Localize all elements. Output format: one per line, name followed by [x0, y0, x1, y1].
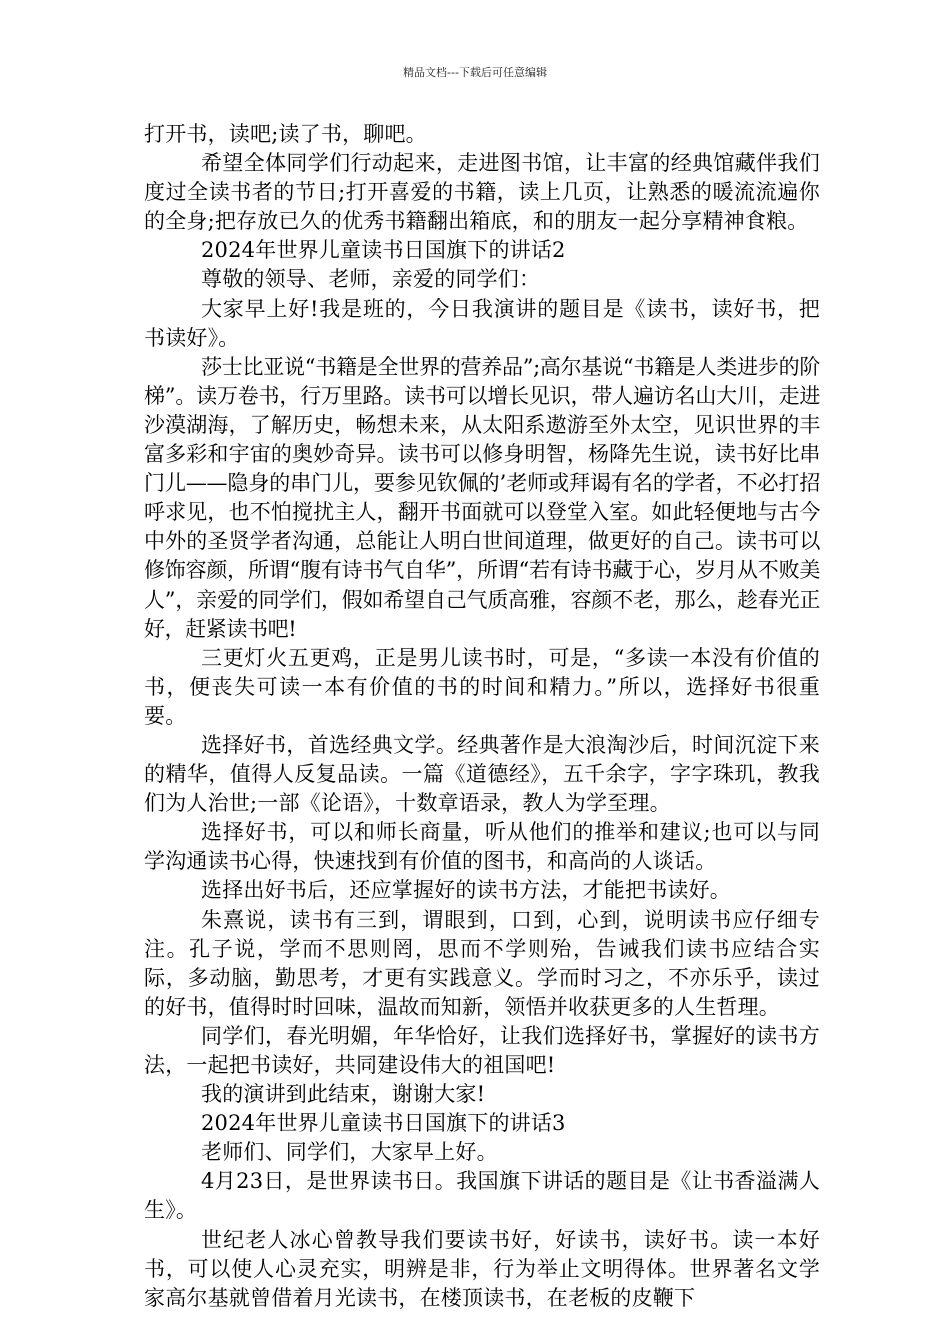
section-heading: 2024年世界儿童读书日国旗下的讲话3 [201, 1111, 566, 1136]
paragraph: 世纪老人冰心曾教导我们要读书好，好读书，读好书。读一本好书，可以使人心灵充实，明辨是非，行为举止文明得体。世界著名文学家高尔基就曾借着月光读书，在楼顶读书，在老板的皮鞭下 [144, 1227, 820, 1310]
paragraph: 4月23日，是世界读书日。我国旗下讲话的题目是《让书香溢满人生》。 [144, 1169, 820, 1223]
salutation: 老师们、同学们，大家早上好。 [201, 1140, 498, 1165]
paragraph: 朱熹说，读书有三到，谓眼到，口到，心到，说明读书应仔细专注。孔子说，学而不思则罔，思而不学则殆，告诫我们读书应结合实际，多动脑，勤思考，才更有实践意义。学而时习之，不亦乐乎，读过的好书，值得时时回味，温故而知新，领悟并收获更多的人生哲理。 [144, 907, 820, 1019]
paragraph: 选择好书，首选经典文学。经典著作是大浪淘沙后，时间沉淀下来的精华，值得人反复品读。一篇《道德经》，五千余字，字字珠玑，教我们为人治世;一部《论语》，十数章语录，教人为学至理。 [144, 732, 820, 816]
paragraph: 选择好书，可以和师长商量，听从他们的推举和建议;也可以与同学沟通读书心得，快速找到有价值的图书，和高尚的人谈话。 [144, 820, 820, 874]
paragraph: 希望全体同学们行动起来，走进图书馆，让丰富的经典馆藏伴我们度过全读书者的节日;打开喜爱的书籍，读上几页，让熟悉的暖流流遍你的全身;把存放已久的优秀书籍翻出箱底，和的朋友一起分享精神食粮。 [144, 151, 820, 234]
document-body [144, 120, 820, 1313]
salutation: 尊敬的领导、老师，亲爱的同学们： [201, 267, 541, 292]
paragraph: 选择出好书后，还应掌握好的读书方法，才能把书读好。 [201, 878, 731, 903]
paragraph: 大家早上好!我是班的，今日我演讲的题目是《读书，读好书，把书读好》。 [144, 296, 820, 350]
paragraph: 同学们，春光明媚，年华恰好，让我们选择好书，掌握好的读书方法，一起把书读好，共同建设伟大的祖国吧! [144, 1023, 820, 1077]
closing: 我的演讲到此结束，谢谢大家! [201, 1082, 486, 1107]
paragraph: 莎士比亚说“书籍是全世界的营养品”;高尔基说“书籍是人类进步的阶梯”。读万卷书，行万里路。读书可以增长见识，带人遍访名山大川，走进沙漠湖海，了解历史，畅想未来，从太阳系遨游至外太空，见识世界的丰富多彩和宇宙的奥妙奇异。读书可以修身明智，杨降先生说，读书好比串门儿——隐身的串门儿，要参见钦佩的’老师或拜谒有名的学者，不必打招呼求见，也不怕搅扰主人，翻开书面就可以登堂入室。如此轻便地与古今中外的圣贤学者沟通，总能让人明白世间道理，做更好的自己。读书可以修饰容颜，所谓“腹有诗书气自华”，所谓“若有诗书藏于心，岁月从不败美人”，亲爱的同学们，假如希望自己气质高雅，容颜不老，那么，趁春光正好，赶紧读书吧! [144, 354, 820, 641]
section-heading: 2024年世界儿童读书日国旗下的讲话2 [201, 238, 566, 263]
paragraph: 打开书，读吧;读了书，聊吧。 [144, 122, 427, 146]
paragraph: 三更灯火五更鸡，正是男儿读书时，可是，“多读一本没有价值的书，便丧失可读一本有价值的书的时间和精力。”所以，选择好书很重要。 [144, 645, 820, 728]
page-header: 精品文档---下载后可任意编辑 [403, 66, 547, 79]
